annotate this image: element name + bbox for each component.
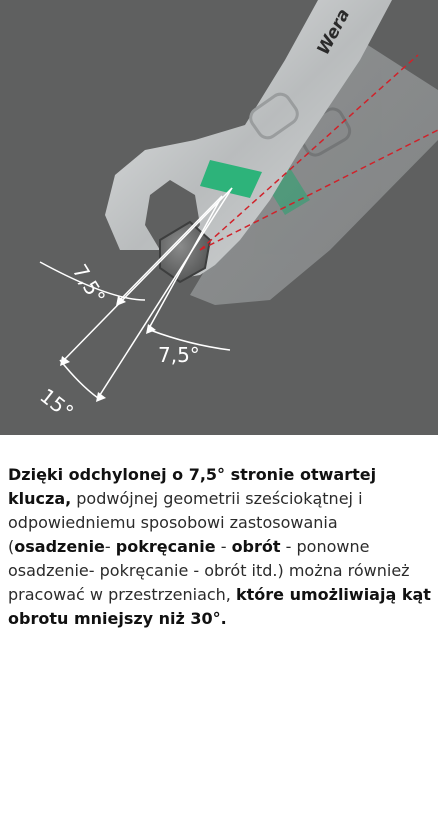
description-bold-end: które umożliwiają kąt obrotu mniejszy niż 30°. xyxy=(8,585,431,628)
separator-1: - xyxy=(104,537,116,556)
step-pokrecanie: pokręcanie xyxy=(115,537,216,556)
description-bold-intro: Dzięki odchylonej o 7,5° stronie otwartej klucza, xyxy=(8,465,377,508)
description-part-1: podwójnej geometrii sześciokątnej i odpowiedniemu sposobowi zastosowania ( xyxy=(8,489,363,556)
description-part-2: - ponowne osadzenie- pokręcanie - obrót itd.) można również pracować w przestrzeniach, xyxy=(8,537,410,604)
description-text xyxy=(8,463,432,631)
angle-label-total: 15° xyxy=(35,383,79,425)
step-obrot: obrót xyxy=(231,537,281,556)
brand-logo: Wera xyxy=(313,5,355,59)
angle-label-left: 7,5° xyxy=(67,259,111,309)
separator-2: - xyxy=(215,537,232,556)
angle-label-right: 7,5° xyxy=(158,343,200,367)
step-osadzenie: osadzenie xyxy=(14,537,105,556)
